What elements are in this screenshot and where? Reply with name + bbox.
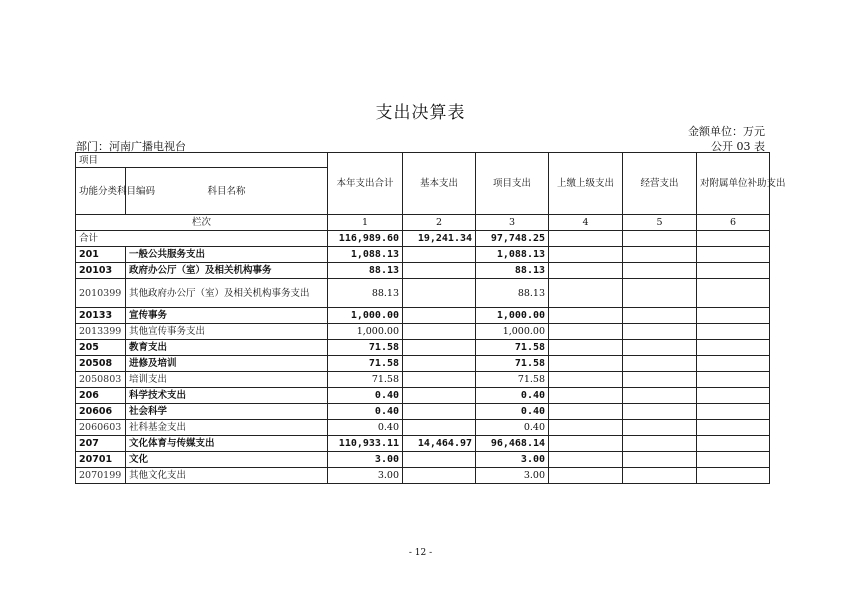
row-code: 205 [76,340,126,356]
table-row [76,420,770,436]
row-basic [403,340,476,356]
header-project: 项目 [76,153,328,168]
row-name: 其他政府办公厅（室）及相关机构事务支出 [126,279,328,308]
header-col-business: 经营支出 [623,153,697,215]
row-business [623,308,697,324]
row-upper [549,324,623,340]
row-project: 96,468.14 [476,436,549,452]
row-subsidy [697,436,770,452]
row-basic [403,468,476,484]
row-business [623,356,697,372]
row-upper [549,468,623,484]
row-project: 0.40 [476,420,549,436]
header-col-upper: 上缴上级支出 [549,153,623,215]
row-project: 1,000.00 [476,308,549,324]
header-idx-2: 2 [403,215,476,231]
row-name: 进修及培训 [126,356,328,372]
row-project: 1,088.13 [476,247,549,263]
row-subsidy [697,279,770,308]
form-number: 公开 03 表 [711,140,765,153]
row-business [623,404,697,420]
row-basic [403,308,476,324]
expenditure-table [75,152,786,484]
header-func-code: 功能分类科目编码 [76,168,126,215]
row-total: 1,000.00 [328,308,403,324]
row-basic [403,356,476,372]
row-subsidy [697,372,770,388]
row-total: 88.13 [328,263,403,279]
row-code: 207 [76,436,126,452]
row-name: 科学技术支出 [126,388,328,404]
row-code: 20701 [76,452,126,468]
row-project: 71.58 [476,356,549,372]
row-basic [403,279,476,308]
row-upper [549,404,623,420]
row-upper [549,263,623,279]
row-project: 3.00 [476,452,549,468]
row-name: 社科基金支出 [126,420,328,436]
total-subsidy [697,231,770,247]
row-business [623,468,697,484]
header-idx-5: 5 [623,215,697,231]
table-row [76,356,770,372]
department-label: 部门：河南广播电视台 [76,140,186,153]
header-idx-4: 4 [549,215,623,231]
unit-label: 金额单位：万元 [688,125,765,138]
row-business [623,324,697,340]
table-row [76,452,770,468]
row-basic: 14,464.97 [403,436,476,452]
table-row [76,436,770,452]
row-subsidy [697,308,770,324]
row-business [623,279,697,308]
row-subsidy [697,404,770,420]
row-code: 2013399 [76,324,126,340]
row-business [623,452,697,468]
row-basic [403,388,476,404]
row-name: 文化体育与传媒支出 [126,436,328,452]
total-label: 合计 [76,231,328,247]
row-business [623,372,697,388]
row-upper [549,308,623,324]
table-row [76,247,770,263]
row-project: 88.13 [476,279,549,308]
row-subsidy [697,356,770,372]
row-upper [549,436,623,452]
header-row-project [76,153,770,168]
row-total: 3.00 [328,468,403,484]
row-basic [403,263,476,279]
row-subsidy [697,324,770,340]
row-business [623,436,697,452]
row-subsidy [697,247,770,263]
row-upper [549,452,623,468]
row-upper [549,388,623,404]
header-idx-6: 6 [697,215,770,231]
row-upper [549,420,623,436]
row-upper [549,340,623,356]
row-name: 一般公共服务支出 [126,247,328,263]
total-business [623,231,697,247]
header-col-basic: 基本支出 [403,153,476,215]
header-lanci: 栏次 [76,215,328,231]
row-total: 0.40 [328,420,403,436]
row-business [623,340,697,356]
row-subsidy [697,420,770,436]
row-code: 2060603 [76,420,126,436]
row-project: 1,000.00 [476,324,549,340]
row-basic [403,420,476,436]
row-name: 其他文化支出 [126,468,328,484]
row-project: 88.13 [476,263,549,279]
row-code: 20133 [76,308,126,324]
table-row [76,340,770,356]
row-upper [549,372,623,388]
row-code: 2010399 [76,279,126,308]
row-name: 政府办公厅（室）及相关机构事务 [126,263,328,279]
table-row [76,468,770,484]
header-subject-name: 科目名称 [126,168,328,215]
header-idx-1: 1 [328,215,403,231]
row-code: 2050803 [76,372,126,388]
row-code: 20508 [76,356,126,372]
row-project: 0.40 [476,388,549,404]
total-sum: 116,989.60 [328,231,403,247]
header-row-index [76,215,770,231]
table-row [76,388,770,404]
row-project: 3.00 [476,468,549,484]
row-upper [549,279,623,308]
table-row [76,324,770,340]
row-basic [403,247,476,263]
row-total: 71.58 [328,340,403,356]
row-name: 其他宣传事务支出 [126,324,328,340]
row-subsidy [697,388,770,404]
row-project: 71.58 [476,372,549,388]
row-business [623,263,697,279]
row-total: 0.40 [328,404,403,420]
table-row [76,263,770,279]
row-subsidy [697,468,770,484]
header-col-project: 项目支出 [476,153,549,215]
row-business [623,247,697,263]
table-row [76,279,770,308]
row-basic [403,372,476,388]
row-name: 宣传事务 [126,308,328,324]
table-row [76,404,770,420]
row-code: 201 [76,247,126,263]
row-name: 社会科学 [126,404,328,420]
header-col-subsidy: 对附属单位补助支出 [697,153,770,215]
table-row [76,372,770,388]
row-subsidy [697,263,770,279]
row-total: 3.00 [328,452,403,468]
header-idx-3: 3 [476,215,549,231]
page-number: - 12 - [408,548,433,558]
table-row [76,308,770,324]
row-code: 20103 [76,263,126,279]
row-total: 71.58 [328,356,403,372]
row-basic [403,452,476,468]
row-basic [403,404,476,420]
row-total: 1,088.13 [328,247,403,263]
row-name: 教育支出 [126,340,328,356]
page-title: 支出决算表 [375,103,466,123]
total-row [76,231,770,247]
row-name: 培训支出 [126,372,328,388]
row-name: 文化 [126,452,328,468]
header-col-total: 本年支出合计 [328,153,403,215]
row-code: 2070199 [76,468,126,484]
row-basic [403,324,476,340]
row-total: 71.58 [328,372,403,388]
row-code: 20606 [76,404,126,420]
row-code: 206 [76,388,126,404]
row-upper [549,247,623,263]
row-total: 110,933.11 [328,436,403,452]
row-project: 71.58 [476,340,549,356]
row-total: 88.13 [328,279,403,308]
row-business [623,388,697,404]
row-business [623,420,697,436]
row-subsidy [697,452,770,468]
row-upper [549,356,623,372]
row-total: 1,000.00 [328,324,403,340]
total-upper [549,231,623,247]
total-project: 97,748.25 [476,231,549,247]
row-total: 0.40 [328,388,403,404]
total-basic: 19,241.34 [403,231,476,247]
row-subsidy [697,340,770,356]
row-project: 0.40 [476,404,549,420]
